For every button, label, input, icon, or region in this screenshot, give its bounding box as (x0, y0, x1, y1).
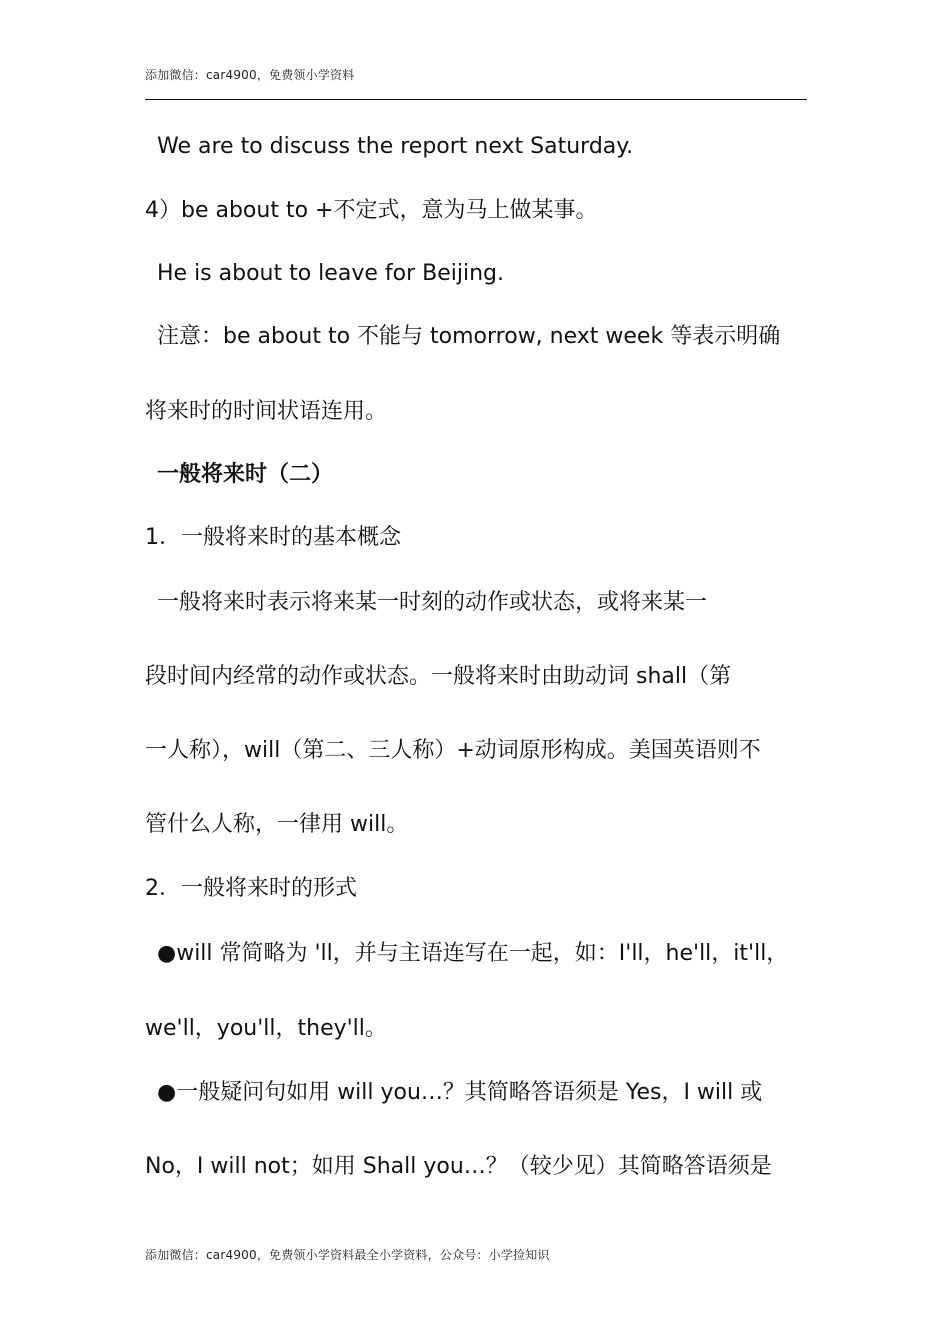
example-sentence-leave-beijing: He is about to leave for Beijing. (157, 261, 504, 286)
bullet-question-line-1: ●一般疑问句如用 will you…？其简略答语须是 Yes，I will 或 (157, 1080, 763, 1105)
page-header: 添加微信：car4900，免费领小学资料 (145, 68, 355, 82)
subheading-form: 2．一般将来时的形式 (145, 876, 357, 901)
header-divider (145, 99, 807, 100)
concept-paragraph-line-3: 一人称），will（第二、三人称）+动词原形构成。美国英语则不 (145, 738, 761, 763)
concept-paragraph-line-1: 一般将来时表示将来某一时刻的动作或状态，或将来某一 (157, 590, 708, 615)
note-line-2: 将来时的时间状语连用。 (145, 399, 388, 424)
bullet-contraction-line-2: we'll，you'll，they'll。 (145, 1016, 387, 1041)
bullet-contraction-line-1: ●will 常简略为 'll，并与主语连写在一起，如：I'll，he'll，it'll， (157, 941, 789, 966)
section-heading: 一般将来时（二） (157, 462, 334, 487)
concept-paragraph-line-2: 段时间内经常的动作或状态。一般将来时由助动词 shall（第 (145, 664, 732, 689)
note-line-1: 注意：be about to 不能与 tomorrow, next week 等表示明确 (157, 324, 781, 349)
page-footer: 添加微信：car4900，免费领小学资料最全小学资料，公众号：小学捡知识 (145, 1248, 550, 1262)
bullet-question-line-2: No，I will not；如用 Shall you…？（较少见）其简略答语须是 (145, 1154, 772, 1179)
example-sentence-discuss-report: We are to discuss the report next Saturday. (157, 134, 634, 159)
concept-paragraph-line-4: 管什么人称，一律用 will。 (145, 812, 409, 837)
rule-be-about-to: 4）be about to +不定式，意为马上做某事。 (145, 198, 598, 223)
subheading-basic-concept: 1．一般将来时的基本概念 (145, 525, 401, 550)
